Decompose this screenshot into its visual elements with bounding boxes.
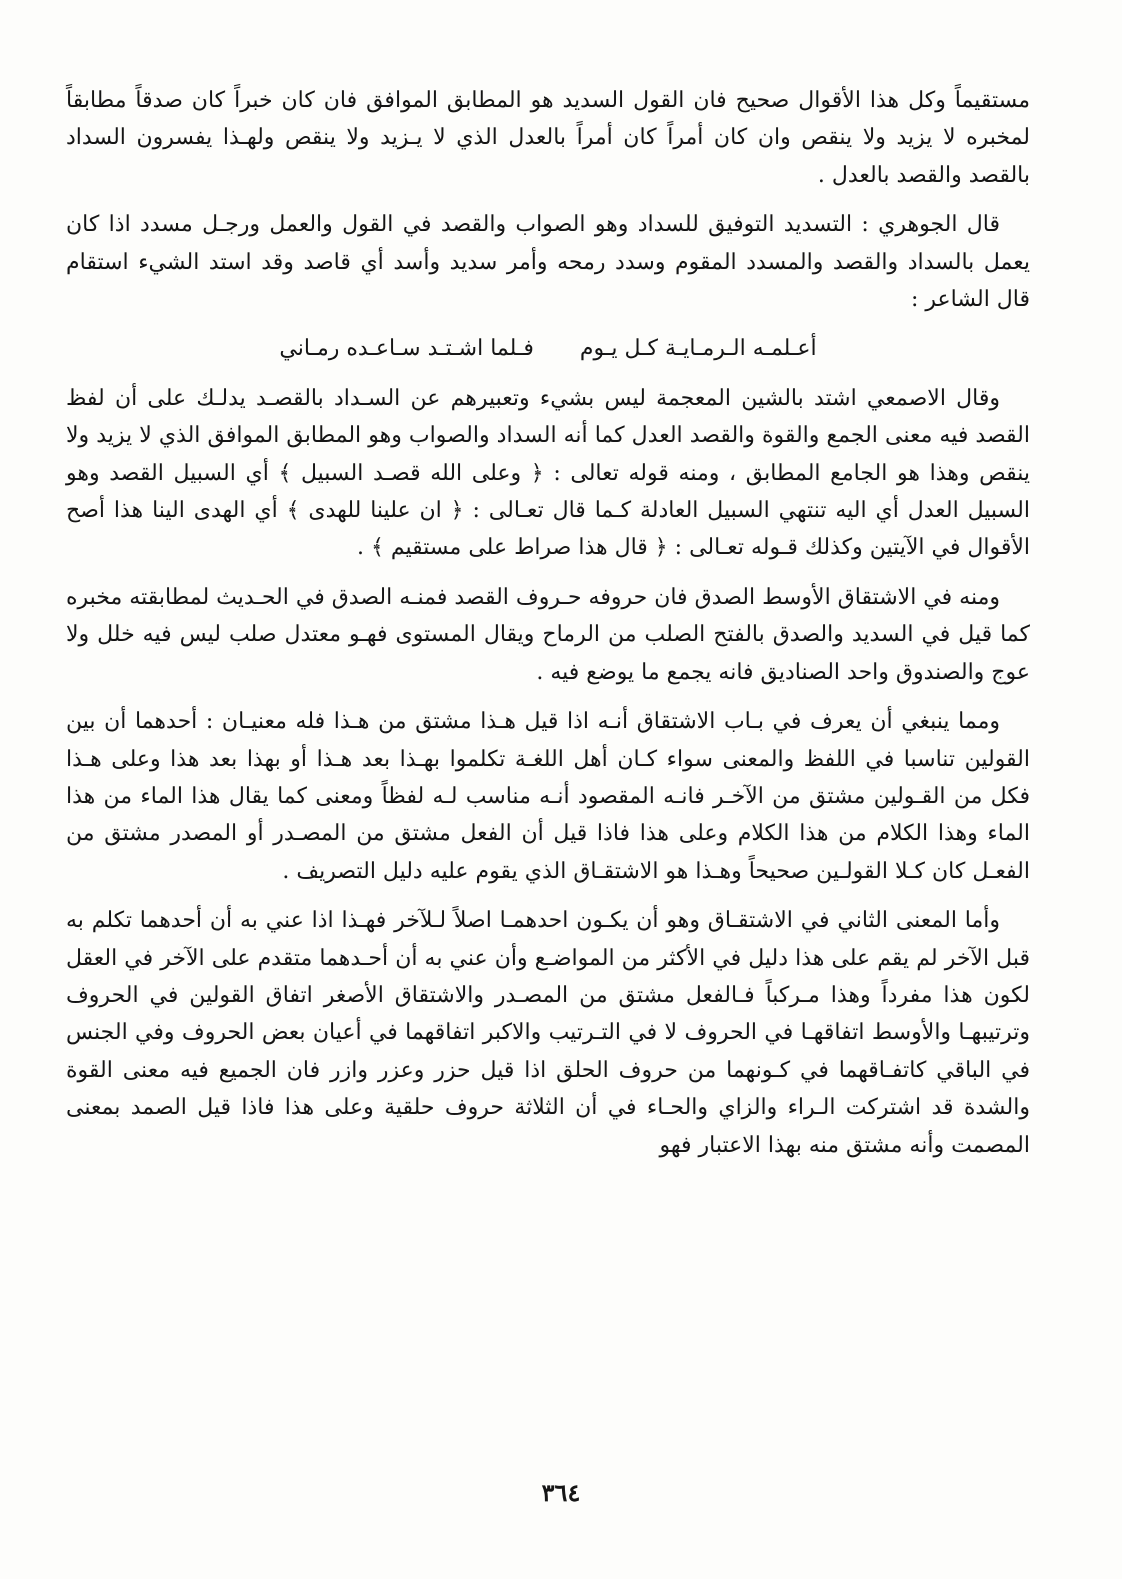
poem-hemistich-second: فـلما اشـتـد سـاعـده رمـاني [279,336,534,362]
paragraph-1: مستقيماً وكل هذا الأقوال صحيح فان القول السديد هو المطابق الموافق فان كان خبراً كان صدقاً مطابقاً لمخبره لا يزيد ولا ينقص وان كان أمراً كان أمراً بالعدل الذي لا يـزيد ولا ينقص ولهـذا يفسرون السداد بالقصد والقصد بالعدل . [66,88,1030,188]
page-number: ٣٦٤ [541,1478,581,1507]
paragraph-2: قال الجوهري : التسديد التوفيق للسداد وهو الصواب والقصد في القول والعمل ورجـل مسدد اذا كان يعمل بالسداد والقصد والمسدد المقوم وسدد رمحه وأمر سديد وأسد أي قاصد وقد استد الشيء استقام قال الشاعر : [66,212,1030,313]
page-body [66,82,1030,1176]
paragraph-4: ومنه في الاشتقاق الأوسط الصدق فان حروفه حـروف القصد فمنـه الصدق في الحـديث لمطابقته مخبره كما قيل في السديد والصدق بالفتح الصلب من الرماح ويقال المستوى فهـو معتدل صلب ليس فيه خلل ولا عوج والصندوق واحد الصناديق فانه يجمع ما يوضع فيه . [66,584,1030,685]
paragraph-6: وأما المعنى الثاني في الاشتقـاق وهو أن يكـون احدهمـا اصلاً لـلآخر فهـذا اذا عني به أن أحدهما تكلم به قبل الآخر لم يقم على هذا دليل في الأكثر من المواضـع وأن عني به أن أحـدهما متقدم على الآخر في العقل لكون هذا مفرداً وهذا مـركباً فـالفعل مشتق من المصـدر والاشتقاق الأصغر اتفاق القولين في الحروف وترتيبهـا والأوسط اتفاقهـا في الحروف لا في التـرتيب والاكبر اتفاقهما في أعيان بعض الحروف وفي الجنس في الباقي كاتفـاقهما في كـونهما من حروف الحلق اذا قيل حزر وعزر وازر فان الجميع فيه معنى القوة والشدة قد اشتركت الـراء والزاي والحـاء في أن الثلاثة حروف حلقية وعلى هذا فاذا قيل الصمد بمعنى المصمت وأنه مشتق منه بهذا الاعتبار فهو [66,908,1031,1158]
poem-verse [66,330,1030,367]
poem-hemistich-first: أعـلمـه الـرمـايـة كـل يـوم [579,336,817,362]
paragraph-3: وقال الاصمعي اشتد بالشين المعجمة ليس بشيء وتعبيرهم عن السـداد بالقصـد يدلـك على أن لفظ القصد فيه معنى الجمع والقوة والقصد العدل كما أنه السداد والصواب وهو المطابق الموافق الذي لا يزيد ولا ينقص وهذا هو الجامع المطابق ، ومنه قوله تعالى : ﴿ وعلى الله قصـد السبيل ﴾ أي السبيل القصد وهو السبيل العدل أي اليه تنتهي السبيل العادلة كـما قال تعـالى : ﴿ ان علينا للهدى ﴾ أي الهدى الينا هذا أصح الأقوال في الآيتين وكذلك قـوله تعـالى : ﴿ قال هذا صراط على مستقيم ﴾ . [66,385,1030,561]
paragraph-5: ومما ينبغي أن يعرف في بـاب الاشتقاق أنـه اذا قيل هـذا مشتق من هـذا فله معنيـان : أحدهما أن بين القولين تناسبا في اللفظ والمعنى سواء كـان أهل اللغـة تكلموا بهـذا بعد هـذا أو بهذا بعد هذا وعلى هـذا فكل من القـولين مشتق من الآخـر فانـه المقصود أنـه مناسب لـه لفظاً ومعنى كما يقال هذا الماء من هذا الماء وهذا الكلام من هذا الكلام وعلى هذا فاذا قيل أن الفعل مشتق من المصـدر أو المصدر مشتق من الفعـل كان كـلا القولـين صحيحاً وهـذا هو الاشتقـاق الذي يقوم عليه دليل التصريف . [66,709,1031,884]
